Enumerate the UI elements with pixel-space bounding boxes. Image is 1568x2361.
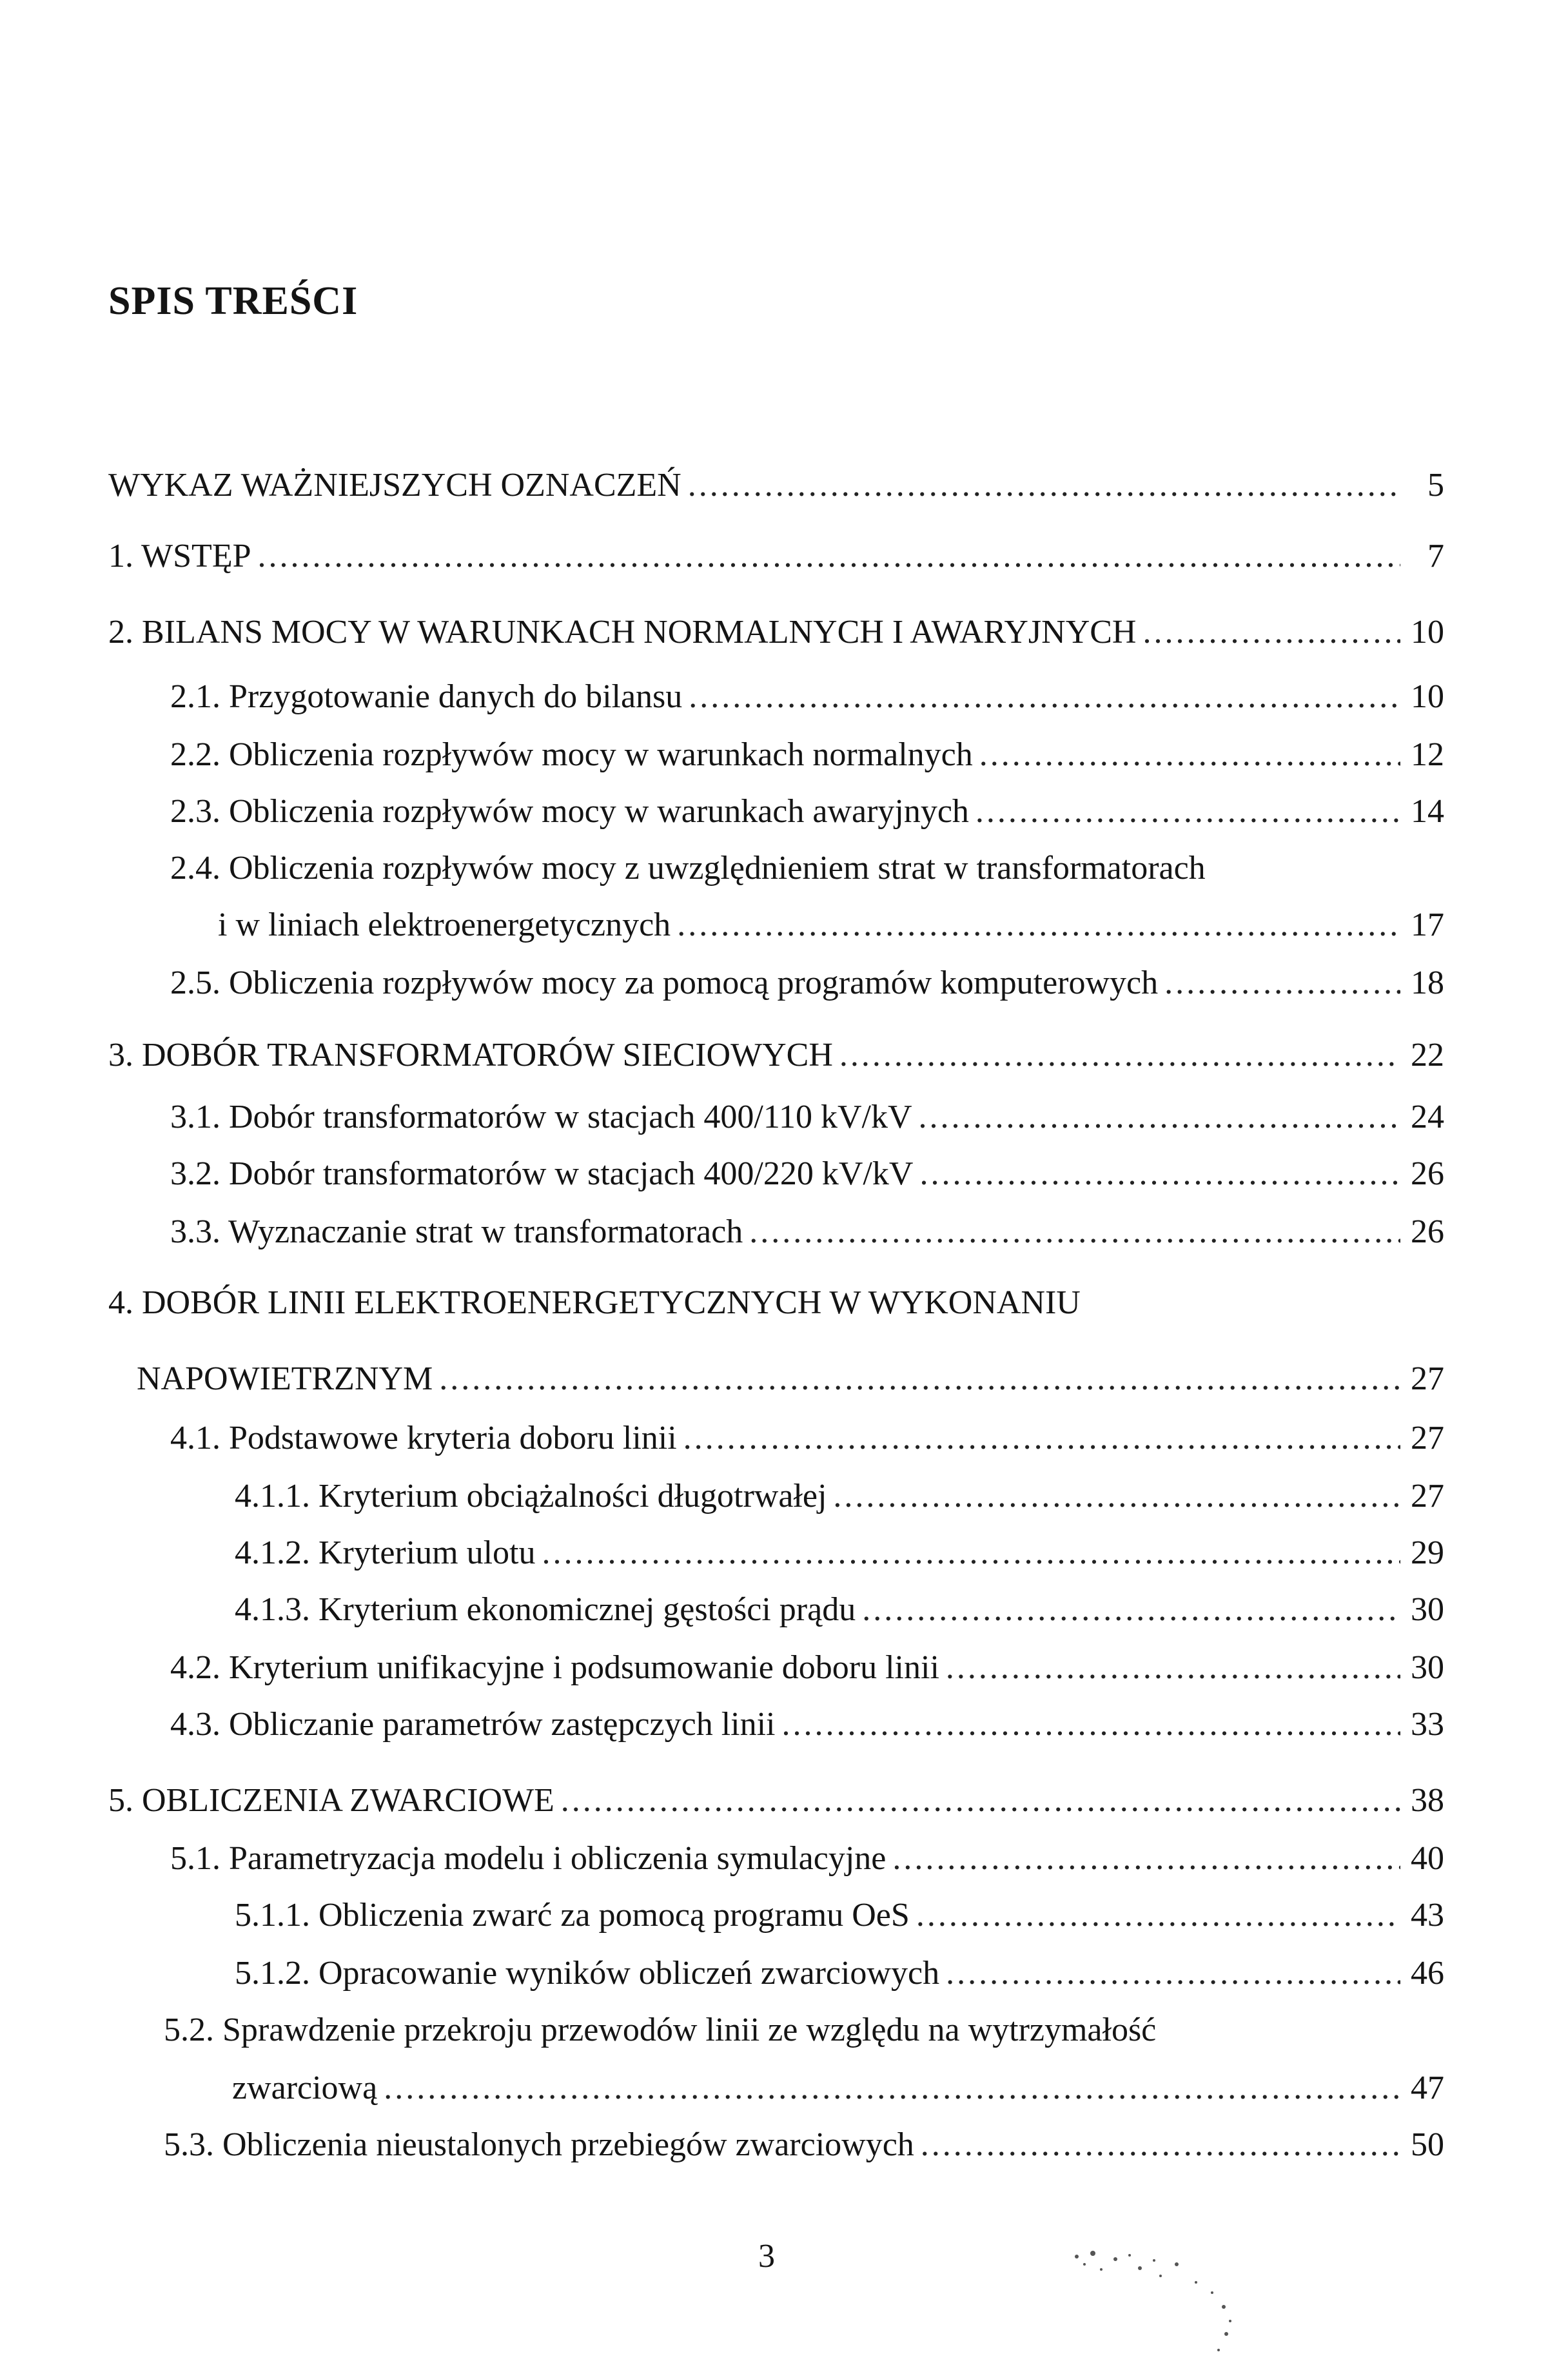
toc-entry-label: 2.5. Obliczenia rozpływów mocy za pomocą programów komputerowych xyxy=(170,965,1159,1001)
toc-entry[interactable] xyxy=(108,536,1444,576)
toc-entry[interactable] xyxy=(170,792,1444,832)
toc-entry-label: 4.1.3. Kryterium ekonomicznej gęstości prądu xyxy=(235,1591,856,1628)
page-number: 3 xyxy=(758,2238,775,2275)
toc-entry-label: NAPOWIETRZNYM xyxy=(137,1360,433,1397)
toc-leader-dots xyxy=(916,1896,1400,1935)
toc-entry[interactable] xyxy=(170,1418,1444,1458)
toc-entry-label: 3.3. Wyznaczanie strat w transformatorach xyxy=(170,1213,743,1250)
toc-entry-page: 22 xyxy=(1411,1037,1444,1073)
toc-entry[interactable] xyxy=(235,1476,1444,1516)
toc-entry-label: 4.1. Podstawowe kryteria doboru linii xyxy=(170,1420,677,1456)
toc-entry[interactable] xyxy=(170,1154,1444,1194)
toc-leader-dots xyxy=(688,465,1400,505)
toc-entry-page: 29 xyxy=(1411,1534,1444,1571)
toc-entry-page: 17 xyxy=(1411,906,1444,943)
toc-entry-label: 5. OBLICZENIA ZWARCIOWE xyxy=(108,1782,554,1819)
toc-entry[interactable] xyxy=(137,1359,1444,1399)
toc-leader-dots xyxy=(921,2125,1400,2165)
toc-leader-dots xyxy=(1164,963,1400,1003)
toc-entry-label: 5.3. Obliczenia nieustalonych przebiegów zwarciowych xyxy=(164,2126,914,2163)
toc-leader-dots xyxy=(542,1533,1400,1573)
toc-entry[interactable] xyxy=(164,2125,1444,2165)
toc-leader-dots xyxy=(689,677,1400,717)
toc-entry-page: 43 xyxy=(1411,1897,1444,1934)
toc-entry-label: 2. BILANS MOCY W WARUNKACH NORMALNYCH I AWARYJNYCH xyxy=(108,614,1137,651)
toc-entry[interactable] xyxy=(170,677,1444,717)
toc-entry-page: 40 xyxy=(1411,1840,1444,1877)
toc-entry[interactable] xyxy=(235,1533,1444,1573)
toc-leader-dots xyxy=(561,1781,1400,1821)
toc-leader-dots xyxy=(839,1035,1400,1075)
toc-entry-page: 30 xyxy=(1411,1591,1444,1628)
toc-entry[interactable] xyxy=(108,1781,1444,1821)
toc-entry-page: 38 xyxy=(1411,1782,1444,1819)
page-title: SPIS TREŚCI xyxy=(108,279,358,323)
toc-entry-page: 10 xyxy=(1411,678,1444,715)
toc-entry[interactable] xyxy=(235,1954,1444,1994)
toc-entry-page: 50 xyxy=(1411,2126,1444,2163)
toc-entry[interactable] xyxy=(170,1839,1444,1879)
toc-entry-page: 14 xyxy=(1411,793,1444,830)
toc-leader-dots xyxy=(946,1954,1400,1994)
toc-entry-label-line1: 4. DOBÓR LINII ELEKTROENERGETYCZNYCH W WYKONANIU xyxy=(108,1284,1081,1321)
toc-entry-page: 12 xyxy=(1411,736,1444,773)
toc-entry-page: 46 xyxy=(1411,1955,1444,1992)
toc-leader-dots xyxy=(258,536,1400,576)
toc-entry[interactable] xyxy=(235,1590,1444,1630)
toc-entry[interactable] xyxy=(170,963,1444,1003)
toc-entry[interactable] xyxy=(170,1705,1444,1745)
toc-entry[interactable] xyxy=(232,2068,1444,2108)
toc-leader-dots xyxy=(677,905,1400,945)
toc-entry[interactable] xyxy=(218,905,1444,945)
toc-entry-label: 2.3. Obliczenia rozpływów mocy w warunkach awaryjnych xyxy=(170,793,969,830)
toc-leader-dots xyxy=(833,1476,1400,1516)
toc-entry-label: 2.1. Przygotowanie danych do bilansu xyxy=(170,678,683,715)
toc-entry[interactable] xyxy=(235,1896,1444,1935)
toc-entry-page: 10 xyxy=(1411,614,1444,651)
toc-entry-label: 4.2. Kryterium unifikacyjne i podsumowanie doboru linii xyxy=(170,1649,939,1686)
toc-entry-page: 7 xyxy=(1427,538,1444,574)
toc-leader-dots xyxy=(1142,612,1400,652)
toc-entry-page: 5 xyxy=(1427,467,1444,504)
toc-leader-dots xyxy=(862,1590,1400,1630)
toc-entry-label: 3.1. Dobór transformatorów w stacjach 400/110 kV/kV xyxy=(170,1099,912,1135)
toc-entry-label: 5.1.2. Opracowanie wyników obliczeń zwarciowych xyxy=(235,1955,940,1992)
toc-leader-dots xyxy=(919,1097,1401,1137)
toc-entry-label: 1. WSTĘP xyxy=(108,538,251,574)
toc-entry[interactable] xyxy=(170,1097,1444,1137)
toc-entry[interactable] xyxy=(108,1035,1444,1075)
toc-leader-dots xyxy=(782,1705,1401,1745)
toc-entry-label: i w liniach elektroenergetycznych xyxy=(218,906,671,943)
toc-leader-dots xyxy=(975,792,1400,832)
toc-entry-page: 26 xyxy=(1411,1155,1444,1192)
toc-entry-label: 5.1.1. Obliczenia zwarć za pomocą programu OeS xyxy=(235,1897,910,1934)
toc-leader-dots xyxy=(919,1154,1400,1194)
toc-entry-page: 30 xyxy=(1411,1649,1444,1686)
toc-entry-page: 33 xyxy=(1411,1706,1444,1743)
scan-noise-specks xyxy=(1057,2231,1270,2360)
toc-entry[interactable] xyxy=(170,1212,1444,1252)
toc-entry-label: 5.1. Parametryzacja modelu i obliczenia symulacyjne xyxy=(170,1840,887,1877)
toc-leader-dots xyxy=(892,1839,1400,1879)
toc-entry-page: 18 xyxy=(1411,965,1444,1001)
toc-entry-page: 47 xyxy=(1411,2070,1444,2106)
toc-entry-page: 26 xyxy=(1411,1213,1444,1250)
toc-entry-label-line1: 5.2. Sprawdzenie przekroju przewodów linii ze względu na wytrzymałość xyxy=(164,2012,1157,2048)
toc-entry-label: 4.3. Obliczanie parametrów zastępczych linii xyxy=(170,1706,776,1743)
toc-entry-label: zwarciową xyxy=(232,2070,378,2106)
toc-entry-label: 2.2. Obliczenia rozpływów mocy w warunkach normalnych xyxy=(170,736,973,773)
toc-entry-label: 4.1.2. Kryterium ulotu xyxy=(235,1534,536,1571)
toc-entry-label: 3. DOBÓR TRANSFORMATORÓW SIECIOWYCH xyxy=(108,1037,833,1073)
toc-entry-label: 3.2. Dobór transformatorów w stacjach 400/220 kV/kV xyxy=(170,1155,914,1192)
toc-entry[interactable] xyxy=(170,1648,1444,1688)
toc-entry-page: 27 xyxy=(1411,1420,1444,1456)
toc-leader-dots xyxy=(749,1212,1400,1252)
toc-entry-label: 4.1.1. Kryterium obciążalności długotrwałej xyxy=(235,1478,827,1514)
toc-entry-page: 27 xyxy=(1411,1360,1444,1397)
toc-entry-page: 27 xyxy=(1411,1478,1444,1514)
toc-leader-dots xyxy=(683,1418,1400,1458)
toc-entry-page: 24 xyxy=(1411,1099,1444,1135)
toc-entry[interactable] xyxy=(170,735,1444,775)
toc-leader-dots xyxy=(979,735,1400,775)
toc-entry[interactable] xyxy=(108,612,1444,652)
toc-leader-dots xyxy=(946,1648,1400,1688)
toc-entry[interactable] xyxy=(108,465,1444,505)
toc-entry-label-line1: 2.4. Obliczenia rozpływów mocy z uwzględnieniem strat w transformatorach xyxy=(170,850,1206,887)
toc-leader-dots xyxy=(439,1359,1400,1399)
toc-leader-dots xyxy=(384,2068,1400,2108)
toc-entry-label: WYKAZ WAŻNIEJSZYCH OZNACZEŃ xyxy=(108,467,681,504)
